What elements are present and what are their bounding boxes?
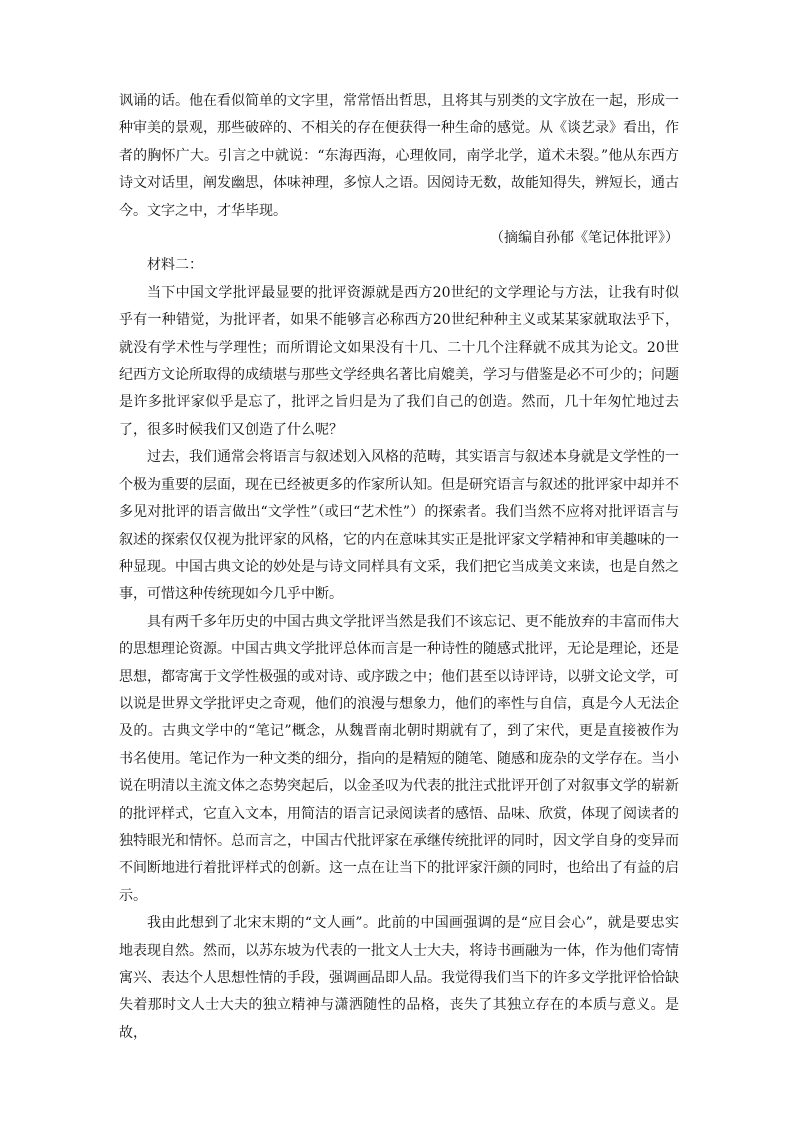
material-one-continuation: 讽诵的话。他在看似简单的文字里，常常悟出哲思，且将其与别类的文字放在一起，形成一种审美的景观，那些破碎的、不相关的存在便获得一种生命的感觉。从《谈艺录》看出，作者的胸怀广大。引言之中就说：“东海西海，心理攸同，南学北学，道术未裂。”他从东西方诗文对话里，阐发幽思，体味神理，多惊人之语。因阅诗无数，故能知得失，辨短长，通古今。文字之中，才华毕现。: [119, 93, 679, 219]
material-two-paragraph-1: 当下中国文学批评最显要的批评资源就是西方20世纪的文学理论与方法，让我有时似乎有一种错觉，为批评者，如果不能够言必称西方20世纪种种主义或某某家就取法乎下，就没有学术性与学理性；而所谓论文如果没有十几、二十几个注释就不成其为论文。20世纪西方文论所取得的成绩堪与那些文学经典名著比肩媲美，学习与借鉴是必不可少的；问题是许多批评家似乎是忘了，批评之旨归是为了我们自己的创造。然而，几十年匆忙地过去了，很多时候我们又创造了什么呢？: [119, 284, 679, 438]
material-two-paragraph-3: 具有两千多年历史的中国古典文学批评当然是我们不该忘记、更不能放弃的丰富而伟大的思想理论资源。中国古典文学批评总体而言是一种诗性的随感式批评，无论是理论，还是思想，都寄寓于文学性极强的或对诗、或序跋之中；他们甚至以诗评诗，以骈文论文学，可以说是世界文学批评史之奇观，他们的浪漫与想象力，他们的率性与自信，真是今人无法企及的。古典文学中的“笔记”概念，从魏晋南北朝时期就有了，到了宋代，更是直接被作为书名使用。笔记作为一种文类的细分，指向的是精短的随笔、随感和庞杂的文学存在。当小说在明清以主流文体之态势突起后，以金圣叹为代表的批注式批评开创了对叙事文学的崭新的批评样式，它直入文本，用简洁的语言记录阅读者的感悟、品味、欣赏，体现了阅读者的独特眼光和情怀。总而言之，中国古代批评家在承继传统批评的同时，因文学自身的变异而不间断地进行着批评样式的创新。这一点在让当下的批评家汗颜的同时，也给出了有益的启示。: [119, 613, 679, 904]
material-two-paragraph-2: 过去，我们通常会将语言与叙述划入风格的范畴，其实语言与叙述本身就是文学性的一个极为重要的层面，现在已经被更多的作家所认知。但是研究语言与叙述的批评家中却并不多见对批评的语言做出“文学性”（或曰“艺术性”）的探索者。我们当然不应将对批评语言与叙述的探索仅仅视为批评家的风格，它的内在意味其实正是批评家文学精神和审美趣味的一种显现。中国古典文论的妙处是与诗文同样具有文采，我们把它当成美文来读，也是自然之事，可惜这种传统现如今几乎中断。: [119, 449, 679, 603]
material-two-heading: 材料二：: [147, 257, 203, 274]
document-page: [119, 88, 679, 1047]
material-one-source: （摘编自孙郁《笔记体批评》）: [490, 230, 679, 247]
material-two-paragraph-4: 我由此想到了北宋末期的“文人画”。此前的中国画强调的是“应目会心”，就是要忠实地表现自然。然而，以苏东坡为代表的一批文人士大夫，将诗书画融为一体，作为他们寄情寓兴、表达个人思想性情的手段，强调画品即人品。我觉得我们当下的许多文学批评恰恰缺失着那时文人士大夫的独立精神与潇洒随性的品格，丧失了其独立存在的本质与意义。是故，: [119, 915, 679, 1041]
